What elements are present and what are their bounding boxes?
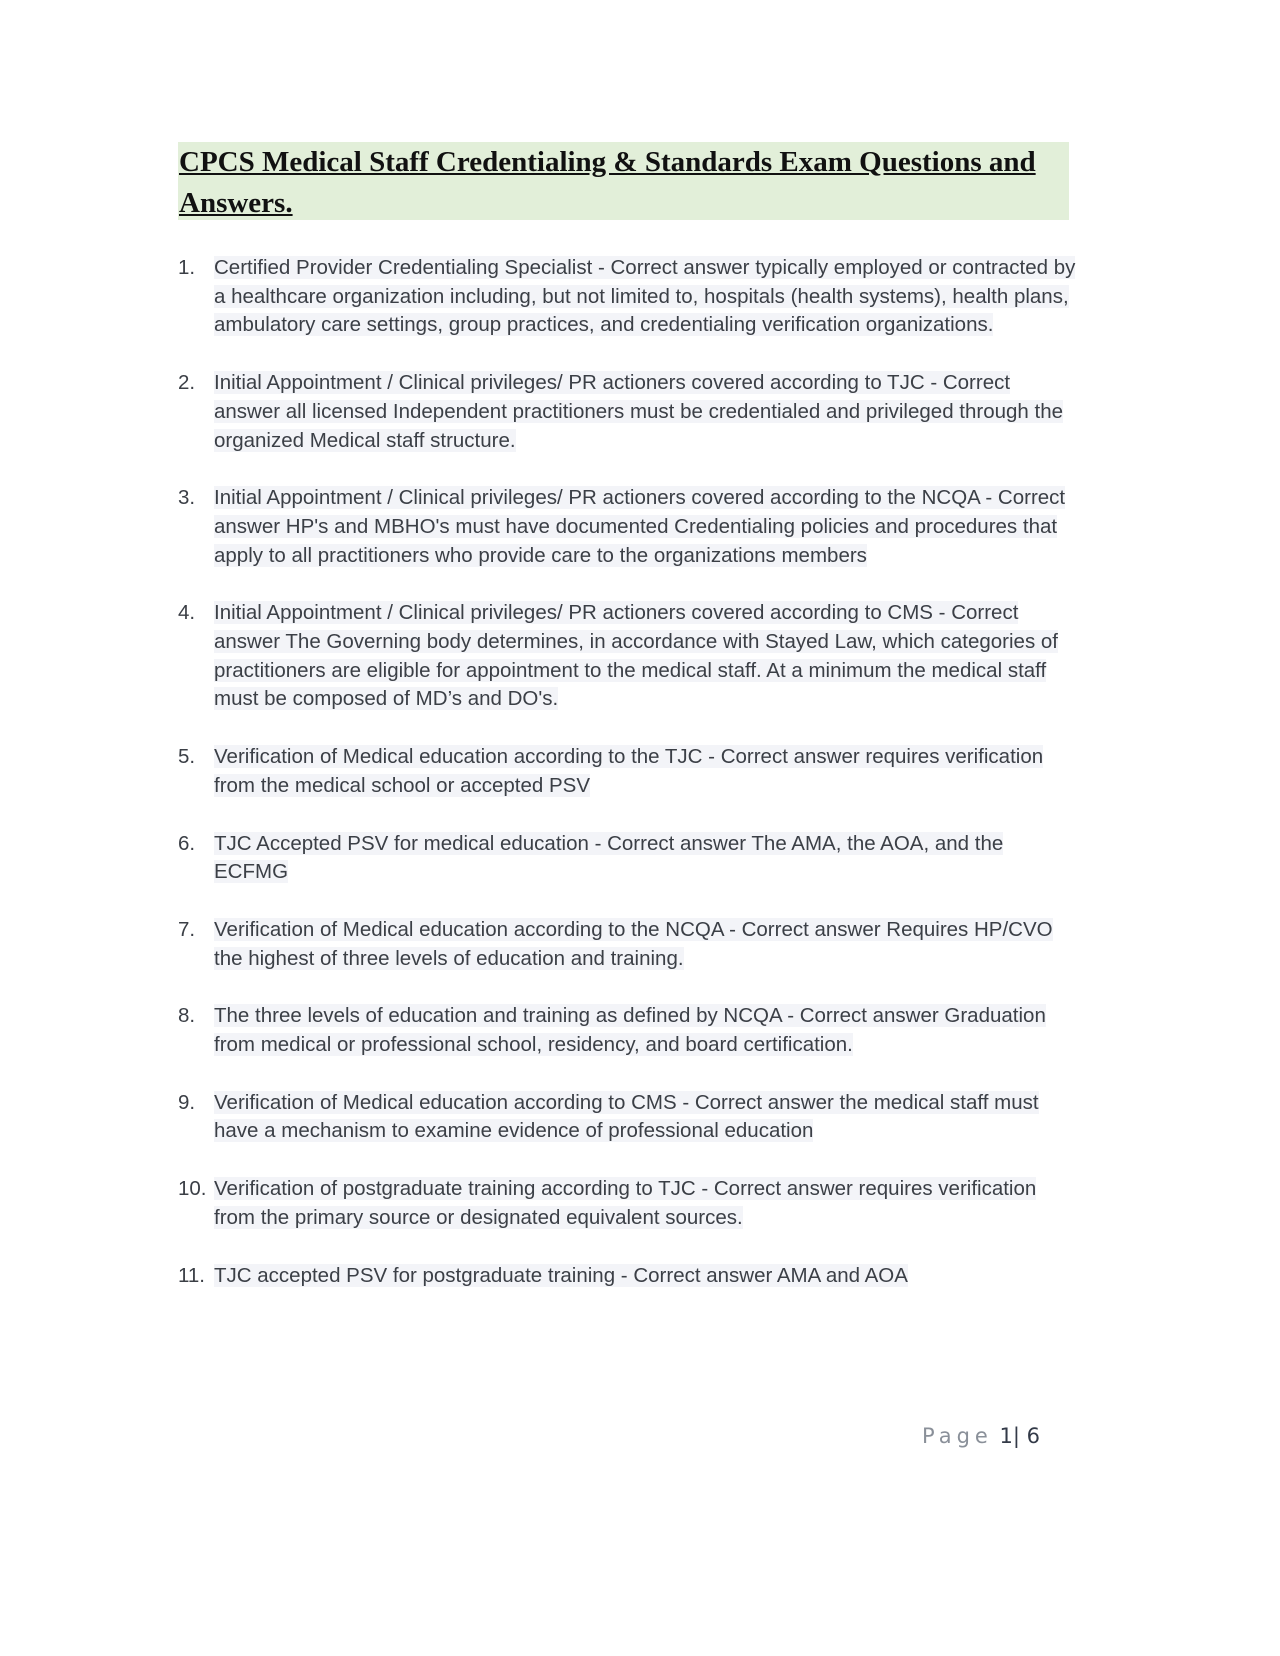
item-text: Initial Appointment / Clinical privileges/ PR actioners covered according to CMS - Correct answer The Governing body determines, in accordance with Stayed Law, which categories of practitioners are eligible for appointment to the medical staff. At a minimum the medical staff must be composed of MD’s and DO's. xyxy=(214,601,1059,711)
page-number: 1 xyxy=(999,1424,1013,1448)
question-list xyxy=(178,254,1078,1319)
list-item xyxy=(178,599,1078,714)
list-item xyxy=(178,743,1078,800)
list-item xyxy=(178,369,1078,455)
item-text: TJC accepted PSV for postgraduate training - Correct answer AMA and AOA xyxy=(214,1263,908,1287)
item-number: 3. xyxy=(178,486,196,510)
item-number: 11. xyxy=(178,1263,205,1287)
page-separator: | xyxy=(1012,1424,1020,1448)
item-text: TJC Accepted PSV for medical education - Correct answer The AMA, the AOA, and the ECFMG xyxy=(214,831,1004,884)
list-item xyxy=(178,254,1078,340)
list-item xyxy=(178,1089,1078,1146)
item-text: Verification of Medical education according to the TJC - Correct answer requires verification from the medical school or accepted PSV xyxy=(214,745,1044,797)
item-number: 5. xyxy=(178,745,196,769)
list-item xyxy=(178,1002,1078,1059)
item-text: Initial Appointment / Clinical privileges/ PR actioners covered according to the NCQA - Correct answer HP's and MBHO's must have documented Credentialing policies and procedures that apply to all practitioners who provide care to the organizations members xyxy=(214,486,1066,567)
item-number: 8. xyxy=(178,1004,196,1028)
list-item xyxy=(178,484,1078,570)
document-title xyxy=(178,142,1069,220)
page-total: 6 xyxy=(1026,1424,1041,1448)
item-number: 6. xyxy=(178,831,196,855)
list-item xyxy=(178,1262,1078,1291)
list-item xyxy=(178,1175,1078,1232)
item-text: The three levels of education and training as defined by NCQA - Correct answer Graduation from medical or professional school, residency, and board certification. xyxy=(214,1004,1046,1057)
item-text: Verification of Medical education according to the NCQA - Correct answer Requires HP/CVO the highest of three levels of education and training. xyxy=(214,917,1053,970)
page-footer xyxy=(922,1424,1040,1448)
item-number: 9. xyxy=(178,1090,196,1114)
page-label: Page xyxy=(922,1424,993,1448)
list-item xyxy=(178,830,1078,887)
item-text: Verification of Medical education according to CMS - Correct answer the medical staff must have a mechanism to examine evidence of professional education xyxy=(214,1090,1039,1143)
list-item xyxy=(178,916,1078,973)
item-number: 2. xyxy=(178,371,196,395)
title-text: CPCS Medical Staff Credentialing & Standards Exam Questions and Answers. xyxy=(179,146,1036,219)
item-number: 4. xyxy=(178,601,196,625)
item-number: 7. xyxy=(178,917,196,941)
item-number: 10. xyxy=(178,1177,207,1201)
item-text: Initial Appointment / Clinical privileges/ PR actioners covered according to TJC - Correct answer all licensed Independent practitioners must be credentialed and privileged through the organized Medical staff structure. xyxy=(214,371,1064,452)
item-text: Certified Provider Credentialing Specialist - Correct answer typically employed or contracted by a healthcare organization including, but not limited to, hospitals (health systems), health plans, ambulatory care settings, group practices, and credentialing verification organizations. xyxy=(214,256,1076,337)
item-text: Verification of postgraduate training according to TJC - Correct answer requires verification from the primary source or designated equivalent sources. xyxy=(214,1177,1037,1229)
item-number: 1. xyxy=(178,256,196,279)
